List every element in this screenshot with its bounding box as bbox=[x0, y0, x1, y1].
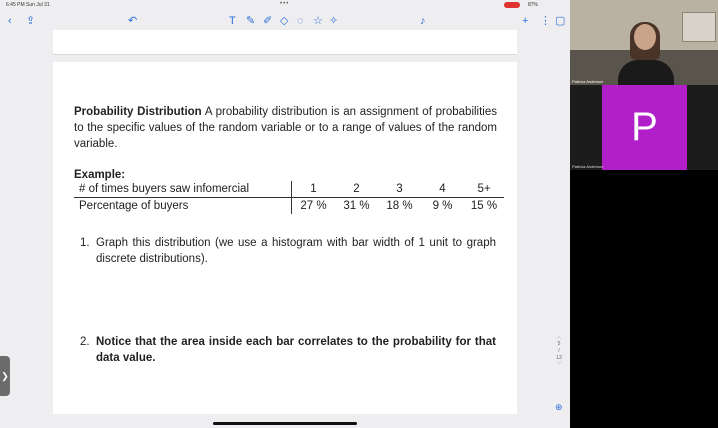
question-text: Graph this distribution (we use a histogram with bar width of 1 unit to graph discrete distributions). bbox=[96, 237, 496, 265]
zoom-icon[interactable]: ⊕ bbox=[555, 402, 563, 412]
definition-term: Probability Distribution bbox=[74, 106, 202, 118]
mic-icon[interactable]: ♪ bbox=[420, 15, 426, 27]
example-title: Example: bbox=[74, 169, 126, 181]
question-number: 1. bbox=[80, 237, 90, 249]
share-icon[interactable]: ⇪ bbox=[26, 15, 36, 27]
table-cell: 5+ bbox=[477, 182, 491, 195]
add-icon[interactable]: + bbox=[522, 15, 529, 27]
back-chevron-icon[interactable]: ‹ bbox=[8, 15, 12, 27]
highlighter-icon[interactable]: ✐ bbox=[263, 15, 273, 27]
table-cell: 4 bbox=[439, 182, 446, 195]
definition-paragraph bbox=[74, 104, 497, 152]
table-row bbox=[74, 181, 504, 198]
table-cell: 9 % bbox=[421, 198, 464, 215]
participant-face bbox=[634, 24, 656, 50]
table-cell: 18 % bbox=[378, 198, 421, 215]
participant-body bbox=[618, 60, 674, 85]
recording-indicator bbox=[504, 2, 520, 8]
status-bar bbox=[0, 0, 570, 10]
participant-tile[interactable] bbox=[570, 85, 718, 170]
shapes-icon[interactable]: ☆ bbox=[313, 15, 323, 27]
table-cell: 1 bbox=[310, 182, 317, 195]
pages-icon[interactable]: ▢ bbox=[555, 15, 566, 27]
more-icon[interactable]: ⋮ bbox=[540, 15, 551, 27]
table-row-label: # of times buyers saw infomercial bbox=[74, 181, 292, 198]
toolbar bbox=[0, 12, 570, 30]
status-time: 6:45 PM Sun Jul 31 bbox=[6, 2, 50, 8]
table-cell: 2 bbox=[353, 182, 360, 195]
battery-label: 87% bbox=[528, 2, 539, 8]
room-window bbox=[682, 12, 716, 42]
table-row-label: Percentage of buyers bbox=[74, 198, 292, 215]
previous-page bbox=[53, 30, 517, 55]
chevron-up-icon[interactable]: ︿ bbox=[556, 334, 562, 340]
current-page: 5 bbox=[557, 341, 561, 347]
table-cell: 15 % bbox=[464, 198, 504, 215]
total-pages: 13 bbox=[556, 355, 562, 361]
text-tool-icon[interactable]: T bbox=[229, 15, 236, 27]
participant-name: Patricia Anderson bbox=[572, 164, 604, 169]
question-number: 2. bbox=[80, 336, 90, 348]
chevron-down-icon[interactable]: ﹀ bbox=[556, 362, 562, 368]
participant-video[interactable] bbox=[570, 0, 718, 85]
avatar: P bbox=[602, 85, 687, 170]
participant-name: Patricia Anderson bbox=[572, 79, 604, 84]
table-cell: 27 % bbox=[292, 198, 336, 215]
question-text: Notice that the area inside each bar correlates to the probability for that data value. bbox=[96, 336, 496, 364]
magic-pen-icon[interactable]: ✧ bbox=[329, 15, 339, 27]
pen-icon[interactable]: ✎ bbox=[246, 15, 256, 27]
sidebar-toggle[interactable]: ❯ bbox=[0, 356, 10, 396]
page-separator: / bbox=[558, 348, 560, 354]
home-indicator[interactable] bbox=[213, 422, 357, 425]
table-cell: 31 % bbox=[335, 198, 378, 215]
eraser-icon[interactable]: ◇ bbox=[280, 15, 289, 27]
definition-text: A probability distribution is an assignment of probabilities to the specific values of the random variable or to a range of values of the random variable. bbox=[74, 106, 498, 150]
lasso-icon[interactable]: ◌ bbox=[297, 15, 304, 27]
table-row bbox=[74, 198, 504, 215]
distribution-table bbox=[74, 181, 504, 214]
note-page[interactable] bbox=[53, 62, 517, 414]
multitask-dots[interactable]: ••• bbox=[280, 1, 290, 7]
table-cell: 3 bbox=[396, 182, 403, 195]
undo-icon[interactable]: ↶ bbox=[128, 15, 138, 27]
page-scroller[interactable] bbox=[552, 334, 566, 369]
